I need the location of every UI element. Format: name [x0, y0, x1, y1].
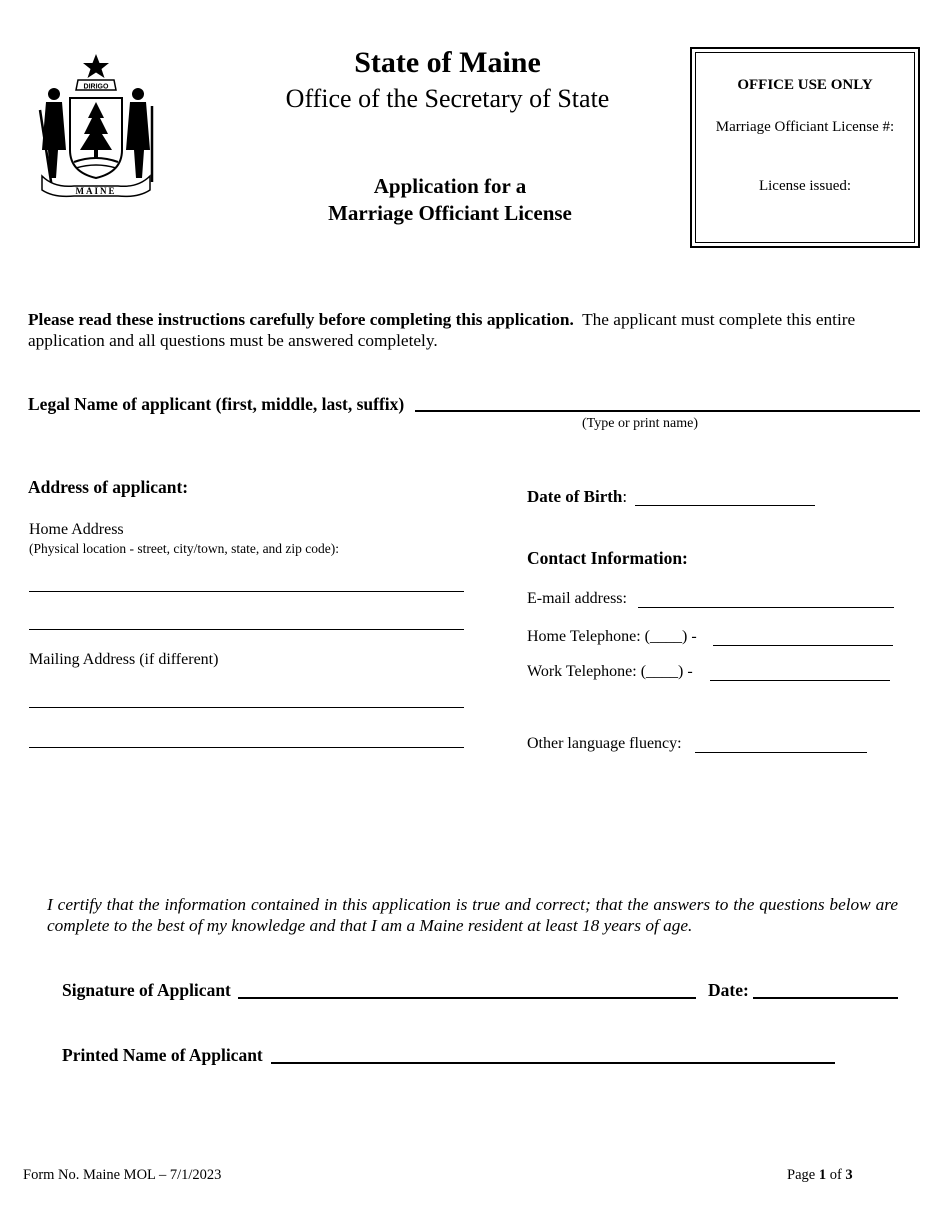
legal-name-hint: (Type or print name) — [582, 416, 699, 431]
email-label: E-mail address: — [527, 590, 627, 607]
application-title-line2: Marriage Officiant License — [328, 201, 572, 225]
home-address-line-1[interactable] — [29, 591, 464, 592]
office-title: Office of the Secretary of State — [285, 84, 610, 113]
home-telephone-label: Home Telephone: (____) - — [527, 628, 697, 645]
seal-name: MAINE — [75, 186, 117, 196]
signature-field[interactable] — [238, 997, 696, 999]
address-heading: Address of applicant: — [28, 477, 189, 497]
home-address-hint: (Physical location - street, city/town, state, and zip code): — [29, 541, 340, 556]
legal-name-label: Legal Name of applicant (first, middle, last, suffix) — [28, 394, 405, 414]
email-field[interactable] — [638, 607, 894, 608]
printed-name-field[interactable] — [271, 1062, 835, 1064]
form-number: Form No. Maine MOL – 7/1/2023 — [23, 1167, 222, 1183]
signature-date-field[interactable] — [753, 997, 898, 999]
mailing-address-label: Mailing Address (if different) — [29, 651, 219, 668]
printed-name-label: Printed Name of Applicant — [62, 1045, 263, 1065]
instructions-paragraph — [28, 309, 922, 351]
other-language-label: Other language fluency: — [527, 735, 682, 752]
instructions-rest: The applicant must complete this entire application and all questions must be answered completely. — [28, 310, 856, 350]
work-telephone-label: Work Telephone: (____) - — [527, 663, 693, 680]
other-language-field[interactable] — [695, 752, 867, 753]
license-issued-label: License issued: — [758, 178, 852, 194]
signature-date-label: Date: — [708, 980, 749, 1000]
work-telephone-field[interactable] — [710, 680, 890, 681]
office-use-title: OFFICE USE ONLY — [737, 77, 873, 93]
seal-motto: DIRIGO — [83, 83, 109, 91]
mailing-address-line-2[interactable] — [29, 747, 464, 748]
date-of-birth-field[interactable] — [635, 505, 815, 506]
page-number: Page 1 of 3 — [787, 1167, 853, 1183]
home-address-line-2[interactable] — [29, 629, 464, 630]
legal-name-field[interactable] — [415, 410, 920, 412]
license-number-label: Marriage Officiant License #: — [715, 119, 895, 135]
home-telephone-field[interactable] — [713, 645, 893, 646]
application-title-line1: Application for a — [373, 174, 527, 198]
mailing-address-line-1[interactable] — [29, 707, 464, 708]
date-of-birth-label: Date of Birth: — [527, 487, 628, 506]
instructions-bold: Please read these instructions carefully before completing this application. — [28, 310, 574, 329]
contact-heading: Contact Information: — [527, 548, 688, 568]
state-title: State of Maine — [354, 46, 541, 79]
state-seal-icon — [34, 50, 158, 198]
home-address-label: Home Address — [29, 521, 124, 538]
signature-label: Signature of Applicant — [62, 980, 231, 1000]
certification-statement: I certify that the information contained in this application is true and correct; that the answers to the questions below are complete to the best of my knowledge and that I am a Maine resident at least 18 years of age. — [47, 895, 898, 935]
office-use-box — [690, 47, 920, 248]
